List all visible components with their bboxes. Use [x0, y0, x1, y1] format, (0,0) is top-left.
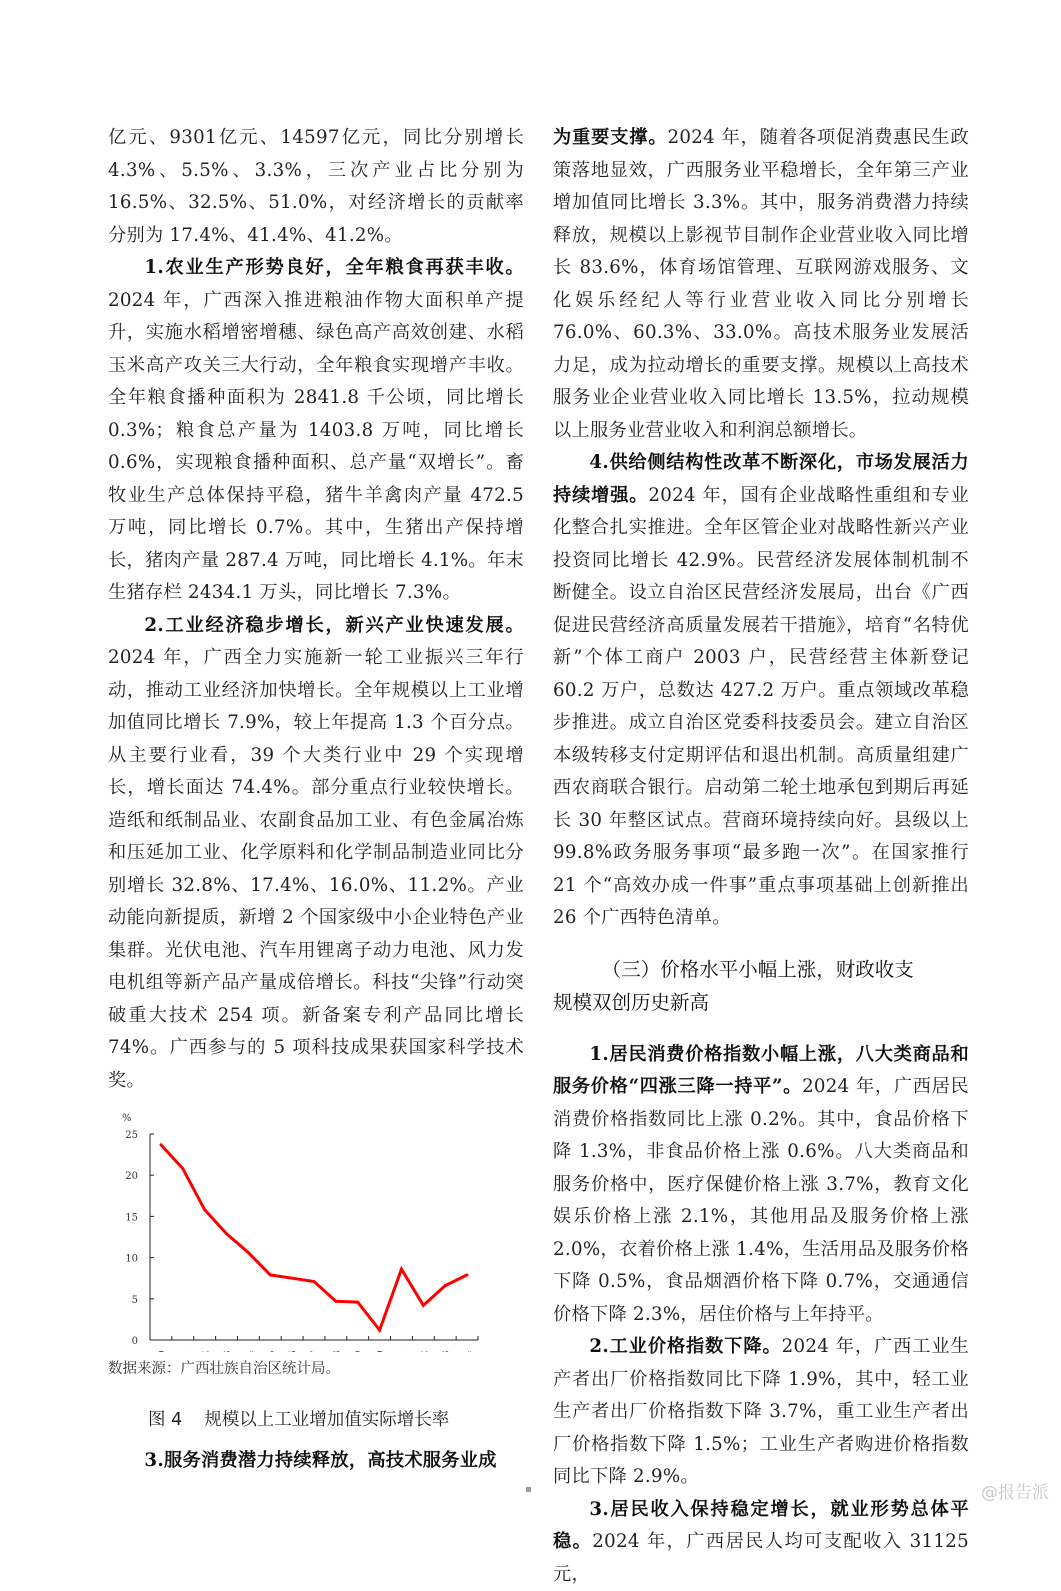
figure-4-chart: [108, 1107, 524, 1352]
heading-services: 3.服务消费潜力持续释放，高技术服务业成: [144, 1450, 496, 1471]
page-indicator-dot: [526, 1487, 531, 1492]
section-heading-line2: 规模双创历史新高: [553, 986, 969, 1019]
data-point: [313, 1280, 316, 1283]
data-point: [203, 1208, 206, 1211]
y-tick-label: 20: [125, 1171, 138, 1182]
body-services: 2024 年，随着各项促消费惠民生政策落地显效，广西服务业平稳增长，全年第三产业增加值同比增长 3.3%。其中，服务消费潜力持续释放，规模以上影视节目制作企业营业收入同比增长 83.6%，体育场馆管理、互联网游戏服务、文化娱乐经纪人等行业营业收入同比分别增长 76.0%、60.3%、33.0%。高技术服务业发展活力足，成为拉动增长的重要支撑。规模以上高技术服务业企业营业收入同比增长 13.5%，拉动规模以上服务业营业收入和利润总额增长。: [553, 127, 969, 441]
paragraph-ppi: [553, 1331, 969, 1494]
data-point: [422, 1304, 425, 1307]
body-ppi: 2024 年，广西工业生产者出厂价格指数同比下降 1.9%，其中，轻工业生产者出厂价格指数下降 3.7%，重工业生产者出厂价格指数下降 1.5%；工业生产者购进价格指数同比下降 2.9%。: [553, 1336, 969, 1487]
paragraph-cpi: [553, 1039, 969, 1332]
y-tick-label: 0: [132, 1336, 138, 1347]
x-tick-label: [332, 1351, 343, 1352]
body-agriculture: 2024 年，广西深入推进粮油作物大面积单产提升，实施水稻增密增穗、绿色高产高效创建、水稻玉米高产攻关三大行动，全年粮食实现增产丰收。全年粮食播种面积为 2841.8 千公顷，同比增长 0.3%；粮食总产量为 1403.8 万吨，同比增长 0.6%，实现粮食播种面积、总产量“双增长”。畜牧业生产总体保持平稳，猪牛羊禽肉产量 472.5 万吨，同比增长 0.7%。其中，生猪出产保持增长，猪肉产量 287.4 万吨，同比增长 4.1%。年末生猪存栏 2434.1 万头，同比增长 7.3%。: [108, 290, 524, 604]
paragraph-reform: [553, 447, 969, 935]
body-industry: 2024 年，广西全力实施新一轮工业振兴三年行动，推动工业经济加快增长。全年规模以上工业增加值同比增长 7.9%，较上年提高 1.3 个百分点。从主要行业看，39 个大类行业中 29 个实现增长，增长面达 74.4%。部分重点行业较快增长。造纸和纸制品业、农副食品加工业、有色金属冶炼和压延加工业、化学原料和化学制品制造业同比分别增长 32.8%、17.4%、16.0%、11.2%。产业动能向新提质，新增 2 个国家级中小企业特色产业集群。光伏电池、汽车用锂离子动力电池、风力发电机组等新产品产量成倍增长。科技“尖锋”行动突破重大技术 254 项。新备案专利产品同比增长 74%。广西参与的 5 项科技成果获国家科学技术奖。: [108, 647, 524, 1091]
body-reform: 2024 年，国有企业战略性重组和专业化整合扎实推进。全年区管企业对战略性新兴产业投资同比增长 42.9%。民营经济发展体制机制不断健全。设立自治区民营经济发展局，出台《广西促进民营经济高质量发展若干措施》，培育“名特优新”个体工商户 2003 户，民营经营主体新登记 60.2 万户，总数达 427.2 万户。重点领域改革稳步推进。成立自治区党委科技委员会。建立自治区本级转移支付定期评估和退出机制。高质量组建广西农商联合银行。启动第二轮土地承包到期后再延长 30 年整区试点。营商环境持续向好。县级以上 99.8%政务服务事项“最多跑一次”。在国家推行 21 个“高效办成一件事”重点事项基础上创新推出 26 个广西特色清单。: [553, 485, 969, 929]
right-column: [553, 122, 969, 1591]
x-tick-label: [201, 1351, 212, 1352]
y-tick-label: 25: [125, 1130, 138, 1141]
data-point: [247, 1251, 250, 1254]
x-axis-unit-label: [484, 1351, 495, 1352]
paragraph-industry: [108, 610, 524, 1098]
series-line: [161, 1145, 467, 1330]
data-point: [334, 1300, 337, 1303]
paragraph-gdp-summary: 亿元、9301亿元、14597亿元，同比分别增长4.3%、5.5%、3.3%，三次产业占比分别为 16.5%、32.5%、51.0%，对经济增长的贡献率分别为 17.4%、41.4%、41.2%。: [108, 122, 524, 252]
figure-number: 图 4: [148, 1410, 182, 1430]
y-axis-unit-label: %: [122, 1113, 132, 1124]
paragraph-services-start: [108, 1445, 524, 1478]
x-tick-label: [310, 1351, 321, 1352]
y-tick-label: 5: [132, 1295, 138, 1306]
section-heading-line1: （三）价格水平小幅上涨，财政收支: [553, 953, 969, 986]
heading-industry: 2.工业经济稳步增长，新兴产业快速发展。: [144, 615, 524, 636]
data-source-note: 数据来源：广西壮族自治区统计局。: [108, 1358, 524, 1380]
x-tick-label: [397, 1351, 408, 1352]
y-tick-label: 10: [125, 1254, 138, 1265]
body-cpi: 2024 年，广西居民消费价格指数同比上涨 0.2%。其中，食品价格下降 1.3%，非食品价格上涨 0.6%。八大类商品和服务价格中，医疗保健价格上涨 3.7%，教育文化娱乐价格上涨 2.1%，其他用品及服务价格上涨 2.0%，衣着价格上涨 1.4%，生活用品及服务价格下降 0.5%，食品烟酒价格下降 0.7%，交通通信价格下降 2.3%，居住价格与上年持平。: [553, 1076, 969, 1325]
x-tick-label: [157, 1351, 168, 1352]
section-heading-prices: [553, 953, 969, 1019]
left-column: [108, 122, 524, 1478]
paragraph-income: [553, 1494, 969, 1591]
x-tick-label: [223, 1351, 234, 1352]
x-tick-label: [244, 1351, 255, 1352]
heading-agriculture: 1.农业生产形势良好，全年粮食再获丰收。: [144, 257, 524, 278]
data-point: [225, 1232, 228, 1235]
body-income: 2024 年，广西居民人均可支配收入 31125 元，: [553, 1531, 969, 1585]
heading-reform: 4.供给侧结构性改革不断深化，市场发展活力持续增强。: [553, 452, 969, 506]
figure-title: 规模以上工业增加值实际增长率: [204, 1410, 449, 1430]
line-chart: [108, 1107, 524, 1352]
data-point: [181, 1167, 184, 1170]
paragraph-services: [553, 122, 969, 447]
x-tick-label: [266, 1351, 277, 1352]
heading-ppi: 2.工业价格指数下降。: [589, 1336, 781, 1357]
x-tick-label: [354, 1351, 365, 1352]
x-tick-label: [441, 1351, 452, 1352]
data-point: [378, 1329, 381, 1332]
data-point: [291, 1277, 294, 1280]
paragraph-agriculture: [108, 252, 524, 610]
data-point: [444, 1284, 447, 1287]
data-point: [466, 1274, 469, 1277]
heading-cpi: 1.居民消费价格指数小幅上涨，八大类商品和服务价格“四涨三降一持平”。: [553, 1044, 969, 1098]
data-point: [356, 1301, 359, 1304]
data-point: [400, 1268, 403, 1271]
figure-caption: [148, 1406, 524, 1431]
data-point: [269, 1274, 272, 1277]
heading-income: 3.居民收入保持稳定增长，就业形势总体平稳。: [553, 1499, 969, 1553]
x-tick-label: [419, 1351, 430, 1352]
x-tick-label: [463, 1351, 474, 1352]
watermark: @报告派: [981, 1478, 1049, 1503]
y-tick-label: 15: [125, 1212, 138, 1223]
x-tick-label: [376, 1351, 387, 1352]
data-point: [160, 1143, 163, 1146]
x-tick-label: [288, 1351, 299, 1352]
x-tick-label: [179, 1351, 190, 1352]
heading-services-tail: 为重要支撑。: [553, 127, 667, 148]
